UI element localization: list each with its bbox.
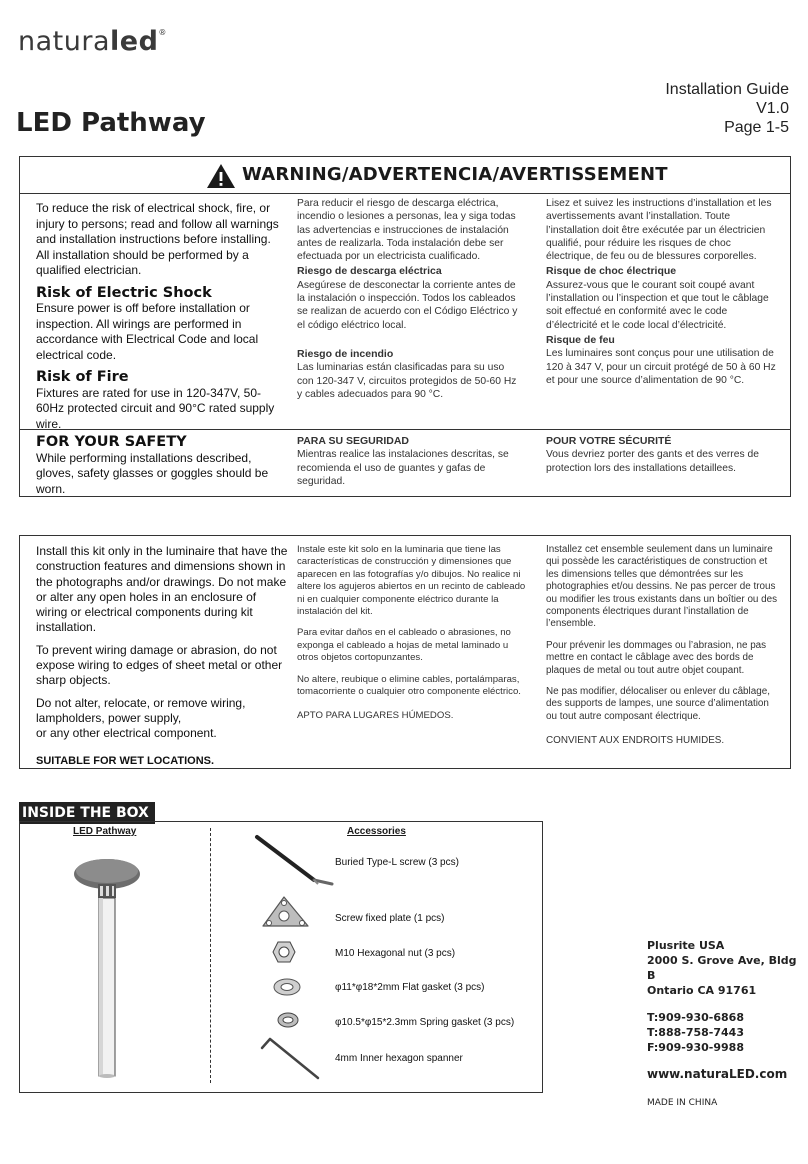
install-fr-p2: Pour prévenir les dommages ou l’abrasion, ne pas mettre en contact le câblage avec des bords de plaques de metal ou tout autre objet coupant. [546,639,767,676]
warning-es-fire-text: Las luminarias están clasificadas para su uso con 120-347 V, circuitos protegidos de 50-60 Hz y cables adecuados para 90 °C. [297,362,517,400]
contact-block [647,938,808,1111]
product-heading: LED Pathway [73,826,137,837]
install-en-p2: To prevent wiring damage or abrasion, do not expose wiring to edges of sheet metal or other sharp objects. [36,642,283,688]
warning-header [20,157,790,194]
warning-en-column [36,201,284,432]
warning-en-fire-title: Risk of Fire [36,369,129,385]
safety-es [297,435,523,488]
install-fr-p1: Installez cet ensemble seulement dans un luminaire qui possède les caractéristiques de construction et les dimensions telles que démontrées sur les photographies et/ou dessins. Ne pas percer de trous ou modifier les trous existants dans un boîtier ou des components électriques durant l’installation de l’ensemble. [546,544,778,630]
inside-box-label: INSIDE THE BOX [19,802,155,824]
guide-info [665,80,789,137]
led-pathway-image [72,856,142,1086]
panel-divider [210,828,211,1083]
phone-2: T:888-758-7443 [647,1026,744,1039]
flat-gasket-icon [273,977,301,997]
hex-nut-icon [272,940,296,964]
warning-es-shock-title: Riesgo de descarga eléctrica [297,265,442,278]
fixed-plate-icon [258,894,313,934]
warning-en-shock-text: Ensure power is off before installation or inspection. All wirings are performed in accordance with Electrical Code and local electrical code. [36,301,259,362]
warning-triangle-icon [206,163,236,189]
type-l-screw-icon [252,832,337,892]
warning-es-column [297,197,523,401]
warning-box [19,156,791,497]
company-name: Plusrite USA [647,939,725,952]
warning-en-fire-text: Fixtures are rated for use in 120-347V, 50-60Hz protected circuit and 90°C rated supply wire. [36,385,275,431]
warning-fr-fire-text: Les luminaires sont conçus pour une utilisation de 120 à 347 V, pour un circuit protégé de 50 à 60 Hz et pour une source d’alimentation de 90 °C. [546,348,776,386]
install-es-p2: Para evitar daños en el cableado o abrasiones, no exponga el cableado a hojas de metal laminado u otros objetos cortopunzantes. [297,627,511,664]
safety-fr-title: POUR VOTRE SÉCURITÉ [546,435,672,447]
warning-en-intro: To reduce the risk of electrical shock, fire, or injury to persons; read and follow all warnings and installation instructions before installing. All installation should be performed by a qualified electrician. [36,201,279,277]
warning-es-intro: Para reducir el riesgo de descarga eléctrica, incendio o lesiones a personas, lea y siga todas las advertencias e instrucciones de instalación antes de realizarla. Toda instalación debe ser efectuada por un electricista cualificado. [297,198,516,263]
install-en-p3a: Do not alter, relocate, or remove wiring, lampholders, power supply, [36,695,246,725]
guide-page: Page 1-5 [724,119,789,136]
warning-title: WARNING/ADVERTENCIA/AVERTISSEMENT [242,164,668,185]
made-in-label: MADE IN CHINA [647,1098,718,1108]
accessory-label: Buried Type-L screw (3 pcs) [335,857,459,868]
install-en-column [36,544,288,769]
accessory-label: φ11*φ18*2mm Flat gasket (3 pcs) [335,982,485,993]
install-notes-box [19,535,791,769]
warning-fr-shock-title: Risque de choc électrique [546,265,677,278]
accessory-label: Screw fixed plate (1 pcs) [335,913,445,924]
warning-es-shock-text: Asegúrese de desconectar la corriente antes de la instalación o inspección. Todos los cableados se realizan de acuerdo con el Código Eléctrico y el código eléctrico local. [297,279,518,331]
install-es-column [297,544,527,723]
safety-es-title: PARA SU SEGURIDAD [297,435,410,447]
fax: F:909-930-9988 [647,1041,744,1054]
accessory-label: φ10.5*φ15*2.3mm Spring gasket (3 pcs) [335,1017,515,1028]
warning-en-shock-title: Risk of Electric Shock [36,284,212,301]
guide-title: Installation Guide [665,81,789,98]
install-en-wet: SUITABLE FOR WET LOCATIONS. [36,754,215,767]
page-title: LED Pathway [16,108,206,138]
warning-es-fire-title: Riesgo de incendio [297,347,394,360]
safety-en-text: While performing installations described, gloves, safety glasses or goggles should be worn. [36,450,269,496]
install-es-wet: APTO PARA LUGARES HÚMEDOS. [297,710,454,722]
safety-divider [20,429,790,430]
accessory-label: M10 Hexagonal nut (3 pcs) [335,948,456,959]
install-fr-p3: Ne pas modifier, délocaliser ou enlever du câblage, des supports de lampes, une source d’alimentation ou tout autre composant électrique. [546,686,770,722]
install-en-p1: Install this kit only in the luminaire that have the construction features and dimensions shown in the photographs and/or drawings. Do not make or alter any open holes in an enclosure of wiring or electrical components during kit installation. [36,544,288,635]
spring-gasket-icon [276,1011,300,1029]
warning-fr-fire-title: Risque de feu [546,333,615,346]
safety-fr [546,435,778,475]
safety-en [36,435,284,497]
safety-en-title: FOR YOUR SAFETY [36,434,187,450]
brand-logo: naturaled® [18,26,167,57]
safety-fr-text: Vous devriez porter des gants et des verres de protection lors des installations detaillees. [546,449,759,474]
install-fr-column [546,544,782,748]
accessory-label: 4mm Inner hexagon spanner [335,1053,463,1064]
warning-fr-column [546,197,778,387]
install-es-p3: No altere, reubique o elimine cables, portalámparas, tomacorriente o cualquier otro componente eléctrico. [297,673,521,698]
warning-fr-intro: Lisez et suivez les instructions d’installation et les avertissements avant l’installation. Toute l’installation doit être exécutée par un électricien qualifié, pour réduire les risques de choc électrique, de feu ou de blessures corporelles. [546,198,772,263]
warning-fr-shock-text: Assurez-vous que le courant soit coupé avant l’installation ou l’inspection et que tout le câblage soit effectué en conformité avec le code d’électricité et le code local d’électricité. [546,279,769,331]
address-line-1: 2000 S. Grove Ave, Bldg B [647,954,797,982]
install-en-p3b: or any other electrical component. [36,726,217,741]
install-es-p1: Instale este kit solo en la luminaria que tiene las características de construcción y dimensiones que aparecen en las fotografías y/o dibujos. No realice ni altere los agujeros abiertos en un recinto de cableado ni en cualquier componente eléctrico durante la instalación del kit. [297,544,526,618]
accessories-heading: Accessories [347,826,406,837]
install-fr-wet: CONVIENT AUX ENDROITS HUMIDES. [546,735,725,747]
address-line-2: Ontario CA 91761 [647,984,757,997]
website-link[interactable]: www.naturaLED.com [647,1067,788,1081]
safety-es-text: Mientras realice las instalaciones descritas, se recomienda el uso de guantes y gafas de seguridad. [297,449,509,487]
inside-box-panel [19,821,543,1093]
guide-version: V1.0 [756,100,789,117]
hex-spanner-icon [258,1034,323,1082]
phone-1: T:909-930-6868 [647,1011,744,1024]
